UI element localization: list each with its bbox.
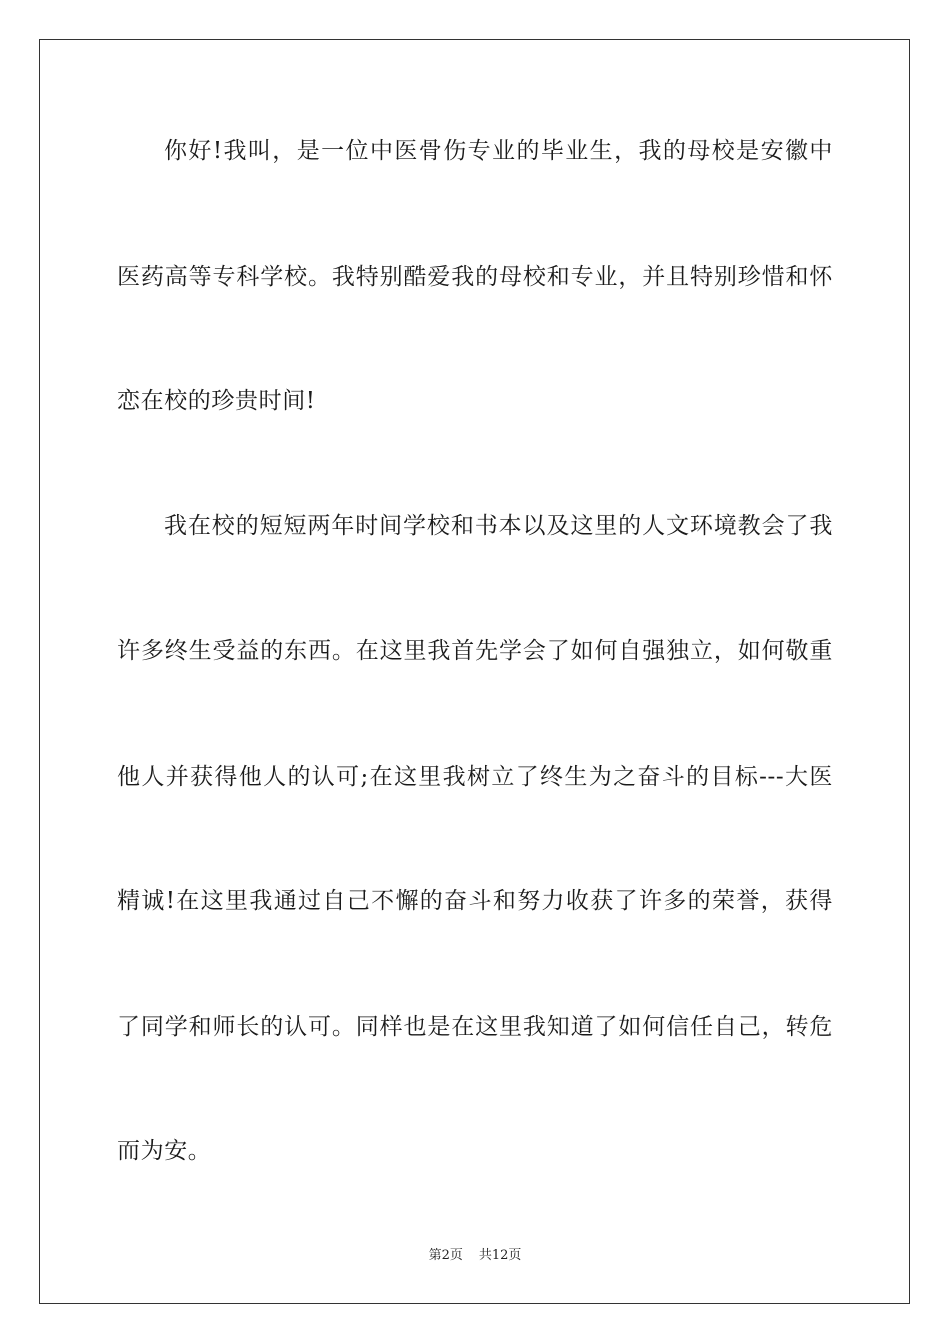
- paragraph-line: 我在校的短短两年时间学校和书本以及这里的人文环境教会了我: [164, 513, 833, 539]
- paragraph-line: 精诚!在这里我通过自己不懈的奋斗和努力收获了许多的荣誉，获得: [117, 888, 833, 914]
- paragraph-line: 医药高等专科学校。我特别酷爱我的母校和专业，并且特别珍惜和怀: [117, 264, 833, 290]
- paragraph-line: 他人并获得他人的认可;在这里我树立了终生为之奋斗的目标---大医: [117, 764, 833, 790]
- page-total: 共12页: [478, 1248, 522, 1263]
- paragraph-line: 你好!我叫，是一位中医骨伤专业的毕业生，我的母校是安徽中: [164, 138, 833, 164]
- paragraph-line: 恋在校的珍贵时间!: [117, 388, 316, 414]
- page-footer: [0, 1247, 950, 1265]
- page-border: [39, 39, 910, 1304]
- page-number: 第2页: [428, 1248, 463, 1263]
- paragraph-line: 了同学和师长的认可。同样也是在这里我知道了如何信任自己，转危: [117, 1014, 833, 1040]
- paragraph-line: 而为安。: [117, 1138, 212, 1164]
- paragraph-line: 许多终生受益的东西。在这里我首先学会了如何自强独立，如何敬重: [117, 638, 833, 664]
